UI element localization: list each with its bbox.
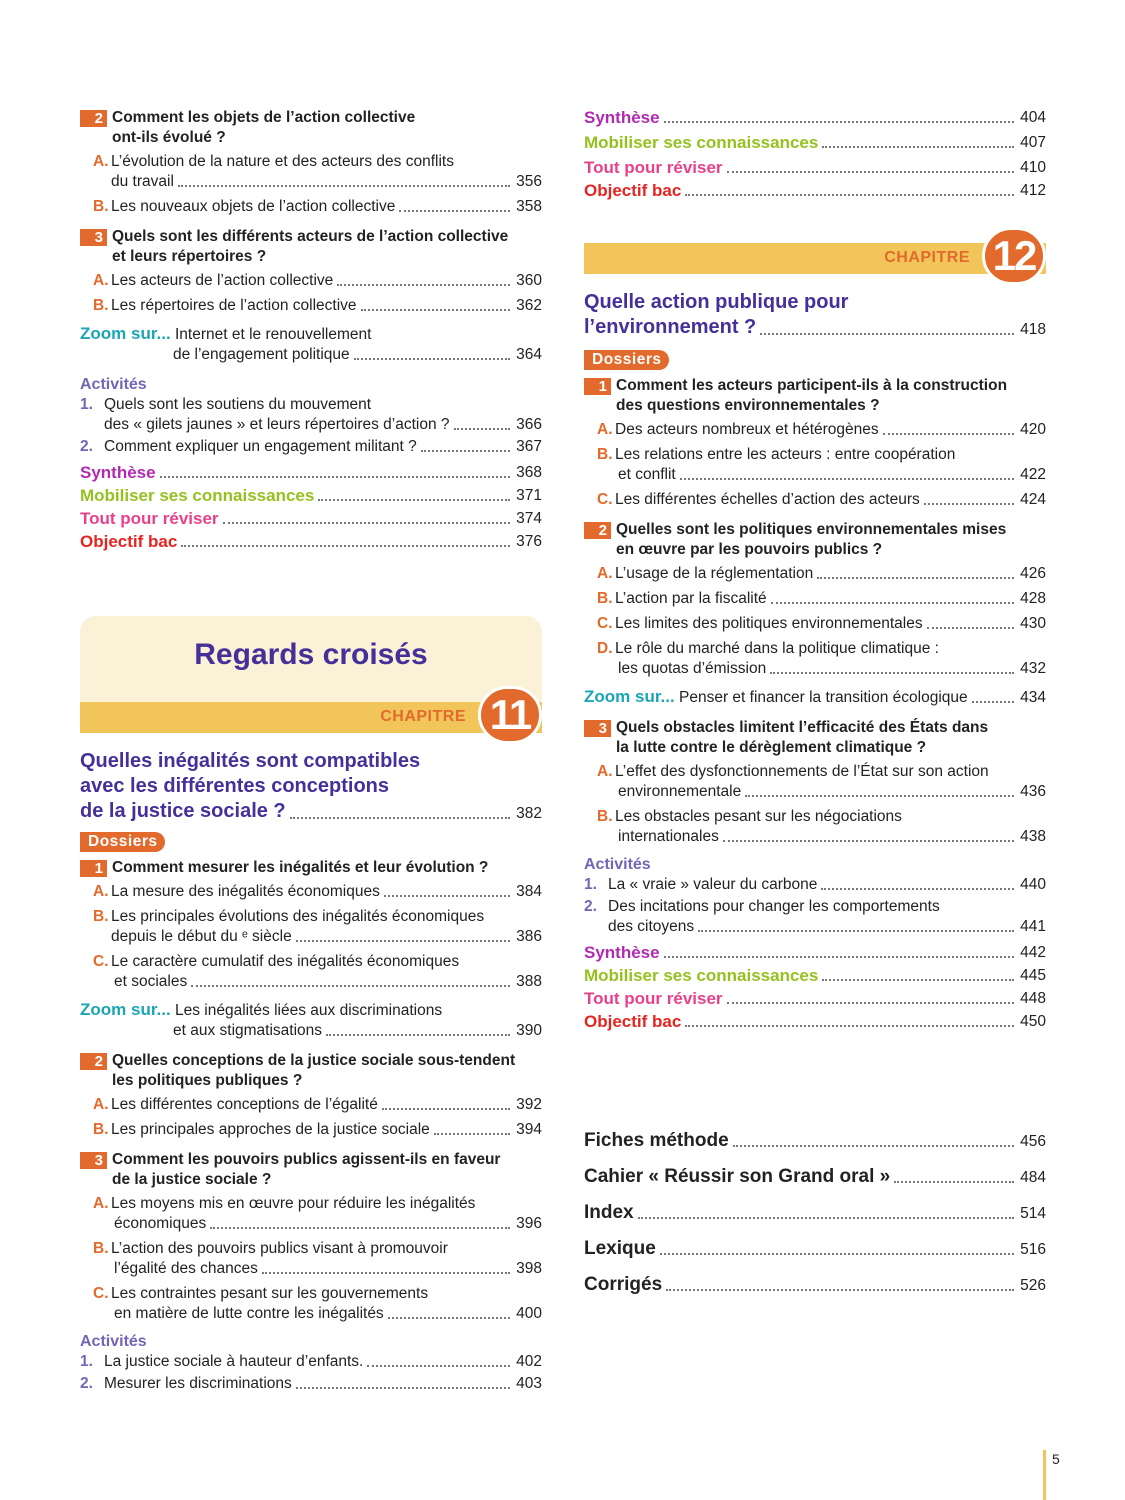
chapter-title-entry[interactable] (80, 749, 542, 824)
item-text: L’action par la fiscalité (615, 590, 767, 607)
toc-entry[interactable] (80, 296, 542, 316)
page-ref: 374 (516, 510, 542, 527)
synthese-entry[interactable] (584, 108, 1046, 128)
section-title: les politiques publiques ? (112, 1072, 303, 1089)
synthese-label: Synthèse (584, 943, 660, 962)
page-ref: 388 (516, 973, 542, 990)
back-matter-title: Lexique (584, 1238, 656, 1259)
item-text: La mesure des inégalités économiques (111, 883, 380, 900)
mobiliser-label: Mobiliser ses connaissances (584, 966, 819, 985)
item-text: Les limites des politiques environnementales (615, 615, 923, 632)
back-matter-entry[interactable] (584, 1274, 1046, 1296)
page-ref: 358 (516, 198, 542, 215)
page-ref: 484 (1020, 1169, 1046, 1186)
item-letter: A. (93, 272, 109, 289)
item-letter: A. (93, 1096, 109, 1113)
page-ref: 362 (516, 297, 542, 314)
page-ref: 400 (516, 1305, 542, 1322)
activity-number: 2. (80, 1375, 93, 1392)
left-column (80, 108, 542, 1396)
toc-entry[interactable] (80, 1284, 542, 1324)
page-ref: 526 (1020, 1277, 1046, 1294)
page-ref: 407 (1020, 134, 1046, 151)
page-ref: 420 (1020, 421, 1046, 438)
item-text: Les relations entre les acteurs : entre coopération (615, 446, 956, 463)
section-title: Quelles conceptions de la justice sociale sous-tendent (112, 1052, 516, 1069)
item-letter: B. (597, 590, 613, 607)
zoom-label: Zoom sur... (80, 1000, 171, 1019)
toc-entry[interactable] (80, 907, 542, 947)
chapter-number-badge: 12 (982, 227, 1046, 285)
item-text: de l’engagement politique (173, 346, 350, 363)
page-ref: 430 (1020, 615, 1046, 632)
back-matter-entry[interactable] (584, 1166, 1046, 1188)
page-ref: 448 (1020, 990, 1046, 1007)
activity-entry[interactable] (584, 875, 1046, 895)
section-title: Comment mesurer les inégalités et leur évolution ? (112, 859, 489, 876)
item-text: Des incitations pour changer les comportements (608, 898, 940, 915)
objectif-label: Objectif bac (80, 532, 178, 551)
section-title: Comment les acteurs participent-ils à la construction (616, 377, 1008, 394)
page-ref: 384 (516, 883, 542, 900)
item-text: Mesurer les discriminations (104, 1375, 292, 1392)
page-ref: 356 (516, 173, 542, 190)
activities-heading: Activités (80, 376, 147, 393)
toc-entry[interactable] (80, 1194, 542, 1234)
reviser-entry[interactable] (584, 989, 1046, 1009)
section-heading[interactable] (584, 520, 1046, 560)
mobiliser-entry[interactable] (80, 486, 542, 506)
chapter-bar (584, 232, 1046, 279)
objectif-entry[interactable] (584, 181, 1046, 201)
item-text: les quotas d’émission (618, 660, 767, 677)
synthese-entry[interactable] (584, 943, 1046, 963)
zoom-entry[interactable] (584, 687, 1046, 708)
page-ref: 404 (1020, 109, 1046, 126)
back-matter-title: Cahier « Réussir son Grand oral » (584, 1166, 891, 1187)
page-ref: 418 (1020, 321, 1046, 338)
item-text: L’usage de la réglementation (615, 565, 814, 582)
page-ref: 441 (1020, 918, 1046, 935)
page-ref: 436 (1020, 783, 1046, 800)
item-text: Les contraintes pesant sur les gouvernements (111, 1285, 429, 1302)
chapter-label: CHAPITRE (380, 708, 466, 725)
section-number: 3 (80, 229, 107, 246)
reviser-label: Tout pour réviser (584, 989, 723, 1008)
item-letter: A. (597, 565, 613, 582)
page-ref: 514 (1020, 1205, 1046, 1222)
item-letter: A. (93, 153, 109, 170)
item-letter: A. (597, 421, 613, 438)
item-letter: B. (93, 198, 109, 215)
chapter-title: de la justice sociale ? (80, 800, 286, 822)
page-ref: 367 (516, 438, 542, 455)
activity-number: 1. (80, 396, 93, 413)
item-letter: B. (93, 1121, 109, 1138)
mobiliser-label: Mobiliser ses connaissances (584, 133, 819, 152)
page-ref: 394 (516, 1121, 542, 1138)
toc-entry[interactable] (584, 564, 1046, 584)
zoom-entry[interactable] (80, 324, 542, 365)
item-letter: B. (93, 297, 109, 314)
page-ref: 450 (1020, 1013, 1046, 1030)
mobiliser-entry[interactable] (584, 966, 1046, 986)
page-ref: 434 (1020, 689, 1046, 706)
back-matter-entry[interactable] (584, 1238, 1046, 1260)
page-ref: 382 (516, 805, 542, 822)
section-number: 2 (584, 522, 611, 539)
page-ref: 386 (516, 928, 542, 945)
section-title: des questions environnementales ? (616, 397, 880, 414)
right-column (584, 108, 1046, 1296)
section-heading[interactable] (80, 1051, 542, 1091)
section-heading[interactable] (80, 108, 542, 148)
toc-entry[interactable] (80, 1095, 542, 1115)
page-ref: 412 (1020, 182, 1046, 199)
section-title: de la justice sociale ? (112, 1171, 272, 1188)
zoom-label: Zoom sur... (80, 324, 171, 343)
toc-entry[interactable] (584, 420, 1046, 440)
regards-croises-banner (80, 616, 542, 702)
reviser-label: Tout pour réviser (80, 509, 219, 528)
back-matter-entry[interactable] (584, 1130, 1046, 1152)
toc-entry[interactable] (584, 614, 1046, 634)
toc-entry[interactable] (584, 639, 1046, 679)
section-number: 2 (80, 1053, 107, 1070)
toc-entry[interactable] (80, 1120, 542, 1140)
chapter-bar (80, 691, 542, 738)
item-text: Les moyens mis en œuvre pour réduire les inégalités (111, 1195, 476, 1212)
item-text: L’évolution de la nature et des acteurs des conflits (111, 153, 454, 170)
page-ref: 392 (516, 1096, 542, 1113)
mobiliser-label: Mobiliser ses connaissances (80, 486, 315, 505)
item-text: Quels sont les soutiens du mouvement (104, 396, 372, 413)
section-number: 1 (80, 860, 107, 877)
item-text: Les principales approches de la justice sociale (111, 1121, 430, 1138)
section-title: Quels obstacles limitent l’efficacité des États dans (616, 719, 989, 736)
page-ref: 440 (1020, 876, 1046, 893)
item-text: Le caractère cumulatif des inégalités économiques (111, 953, 460, 970)
item-text: Les obstacles pesant sur les négociations (615, 808, 902, 825)
section-title: Quelles sont les politiques environnementales mises (616, 521, 1007, 538)
toc-entry[interactable] (80, 952, 542, 992)
section-title: et leurs répertoires ? (112, 248, 267, 265)
toc-entry[interactable] (80, 882, 542, 902)
page-ref: 376 (516, 533, 542, 550)
objectif-entry[interactable] (80, 532, 542, 552)
item-text: L’effet des dysfonctionnements de l’État sur son action (615, 763, 989, 780)
section-heading[interactable] (80, 858, 542, 878)
page-ref: 432 (1020, 660, 1046, 677)
objectif-entry[interactable] (584, 1012, 1046, 1032)
section-number: 3 (584, 720, 611, 737)
activity-number: 2. (80, 438, 93, 455)
chapter-title: avec les différentes conceptions (80, 775, 390, 797)
item-text: Les principales évolutions des inégalités économiques (111, 908, 485, 925)
item-letter: A. (93, 1195, 109, 1212)
activity-number: 1. (584, 876, 597, 893)
activity-entry[interactable] (584, 897, 1046, 937)
toc-entry[interactable] (584, 445, 1046, 485)
page-ref: 360 (516, 272, 542, 289)
page-ref: 445 (1020, 967, 1046, 984)
back-matter-title: Index (584, 1202, 634, 1223)
item-text: Les différentes échelles d’action des acteurs (615, 491, 920, 508)
zoom-entry[interactable] (80, 1000, 542, 1041)
toc-entry[interactable] (584, 762, 1046, 802)
item-letter: A. (597, 763, 613, 780)
page-number: 5 (1043, 1450, 1083, 1500)
item-text: depuis le début du ᵉ siècle (111, 928, 292, 945)
item-text: Les différentes conceptions de l’égalité (111, 1096, 378, 1113)
activity-entry[interactable] (80, 1352, 542, 1372)
activities-heading: Activités (80, 1333, 147, 1350)
objectif-label: Objectif bac (584, 1012, 682, 1031)
item-letter: B. (597, 808, 613, 825)
item-letter: B. (93, 1240, 109, 1257)
item-letter: C. (597, 491, 613, 508)
page-ref: 368 (516, 464, 542, 481)
toc-entry[interactable] (584, 490, 1046, 510)
dossiers-label: Dossiers (584, 350, 669, 370)
item-letter: C. (93, 1285, 109, 1302)
chapter-title: Quelle action publique pour (584, 291, 849, 313)
reviser-entry[interactable] (80, 509, 542, 529)
page-ref: 456 (1020, 1133, 1046, 1150)
section-number: 2 (80, 110, 107, 127)
page-ref: 398 (516, 1260, 542, 1277)
item-text: Les inégalités liées aux discriminations (175, 1002, 443, 1019)
page-ref: 403 (516, 1375, 542, 1392)
activity-number: 1. (80, 1353, 93, 1370)
item-text: des citoyens (608, 918, 695, 935)
synthese-label: Synthèse (80, 463, 156, 482)
page-ref: 371 (516, 487, 542, 504)
reviser-label: Tout pour réviser (584, 158, 723, 177)
chapter-title: Quelles inégalités sont compatibles (80, 750, 421, 772)
dossiers-label: Dossiers (80, 832, 165, 852)
section-heading[interactable] (584, 376, 1046, 416)
item-letter: D. (597, 640, 613, 657)
mobiliser-entry[interactable] (584, 133, 1046, 153)
item-letter: B. (93, 908, 109, 925)
section-title: la lutte contre le dérèglement climatique ? (616, 739, 927, 756)
section-heading[interactable] (80, 1150, 542, 1190)
item-letter: C. (597, 615, 613, 632)
item-letter: A. (93, 883, 109, 900)
page-ref: 390 (516, 1022, 542, 1039)
item-text: internationales (618, 828, 719, 845)
back-matter-entry[interactable] (584, 1202, 1046, 1224)
item-text: Des acteurs nombreux et hétérogènes (615, 421, 879, 438)
item-letter: B. (597, 446, 613, 463)
synthese-entry[interactable] (80, 463, 542, 483)
toc-entry[interactable] (584, 589, 1046, 609)
activity-entry[interactable] (80, 395, 542, 435)
synthese-label: Synthèse (584, 108, 660, 127)
section-heading[interactable] (80, 227, 542, 267)
item-text: environnementale (618, 783, 742, 800)
item-text: des « gilets jaunes » et leurs répertoires d’action ? (104, 416, 450, 433)
toc-entry[interactable] (80, 152, 542, 192)
page-ref: 442 (1020, 944, 1046, 961)
page-ref: 428 (1020, 590, 1046, 607)
page-ref: 364 (516, 346, 542, 363)
chapter-label: CHAPITRE (884, 249, 970, 266)
section-number: 3 (80, 1152, 107, 1169)
item-text: du travail (111, 173, 174, 190)
item-text: et conflit (618, 466, 676, 483)
page-ref: 516 (1020, 1241, 1046, 1258)
item-text: Penser et financer la transition écologique (679, 689, 968, 706)
item-letter: C. (93, 953, 109, 970)
page-ref: 422 (1020, 466, 1046, 483)
section-title: ont-ils évolué ? (112, 129, 226, 146)
item-text: et aux stigmatisations (173, 1022, 323, 1039)
chapter-title-entry[interactable] (584, 290, 1046, 340)
item-text: en matière de lutte contre les inégalités (114, 1305, 384, 1322)
chapter-title: l’environnement ? (584, 316, 757, 338)
activity-number: 2. (584, 898, 597, 915)
item-text: L’action des pouvoirs publics visant à promouvoir (111, 1240, 448, 1257)
activities-heading: Activités (584, 856, 651, 873)
objectif-label: Objectif bac (584, 181, 682, 200)
page-ref: 366 (516, 416, 542, 433)
section-heading[interactable] (584, 718, 1046, 758)
page-ref: 438 (1020, 828, 1046, 845)
toc-entry[interactable] (80, 271, 542, 291)
reviser-entry[interactable] (584, 158, 1046, 178)
page-ref: 426 (1020, 565, 1046, 582)
chapter-number-badge: 11 (478, 686, 542, 744)
item-text: économiques (114, 1215, 207, 1232)
item-text: Les répertoires de l’action collective (111, 297, 357, 314)
section-number: 1 (584, 378, 611, 395)
zoom-label: Zoom sur... (584, 687, 675, 706)
item-text: Internet et le renouvellement (175, 326, 372, 343)
page-ref: 410 (1020, 159, 1046, 176)
section-title: Comment les pouvoirs publics agissent-ils en faveur (112, 1151, 501, 1168)
item-text: et sociales (114, 973, 188, 990)
page-ref: 424 (1020, 491, 1046, 508)
item-text: La « vraie » valeur du carbone (608, 876, 818, 893)
back-matter-title: Fiches méthode (584, 1130, 729, 1151)
regards-croises-title: Regards croisés (194, 638, 428, 671)
item-text: Comment expliquer un engagement militant ? (104, 438, 417, 455)
section-title: Comment les objets de l’action collective (112, 109, 416, 126)
section-title: Quels sont les différents acteurs de l’action collective (112, 228, 509, 245)
toc-entry[interactable] (80, 1239, 542, 1279)
section-title: en œuvre par les pouvoirs publics ? (616, 541, 883, 558)
page-ref: 402 (516, 1353, 542, 1370)
back-matter-title: Corrigés (584, 1274, 663, 1295)
item-text: Les acteurs de l’action collective (111, 272, 334, 289)
item-text: l’égalité des chances (114, 1260, 258, 1277)
page-ref: 396 (516, 1215, 542, 1232)
back-matter (584, 1130, 1046, 1296)
activity-entry[interactable] (80, 1374, 542, 1394)
toc-entry[interactable] (80, 197, 542, 217)
item-text: Les nouveaux objets de l’action collective (111, 198, 396, 215)
activity-entry[interactable] (80, 437, 542, 457)
toc-entry[interactable] (584, 807, 1046, 847)
item-text: La justice sociale à hauteur d’enfants. (104, 1353, 364, 1370)
item-text: Le rôle du marché dans la politique climatique : (615, 640, 939, 657)
